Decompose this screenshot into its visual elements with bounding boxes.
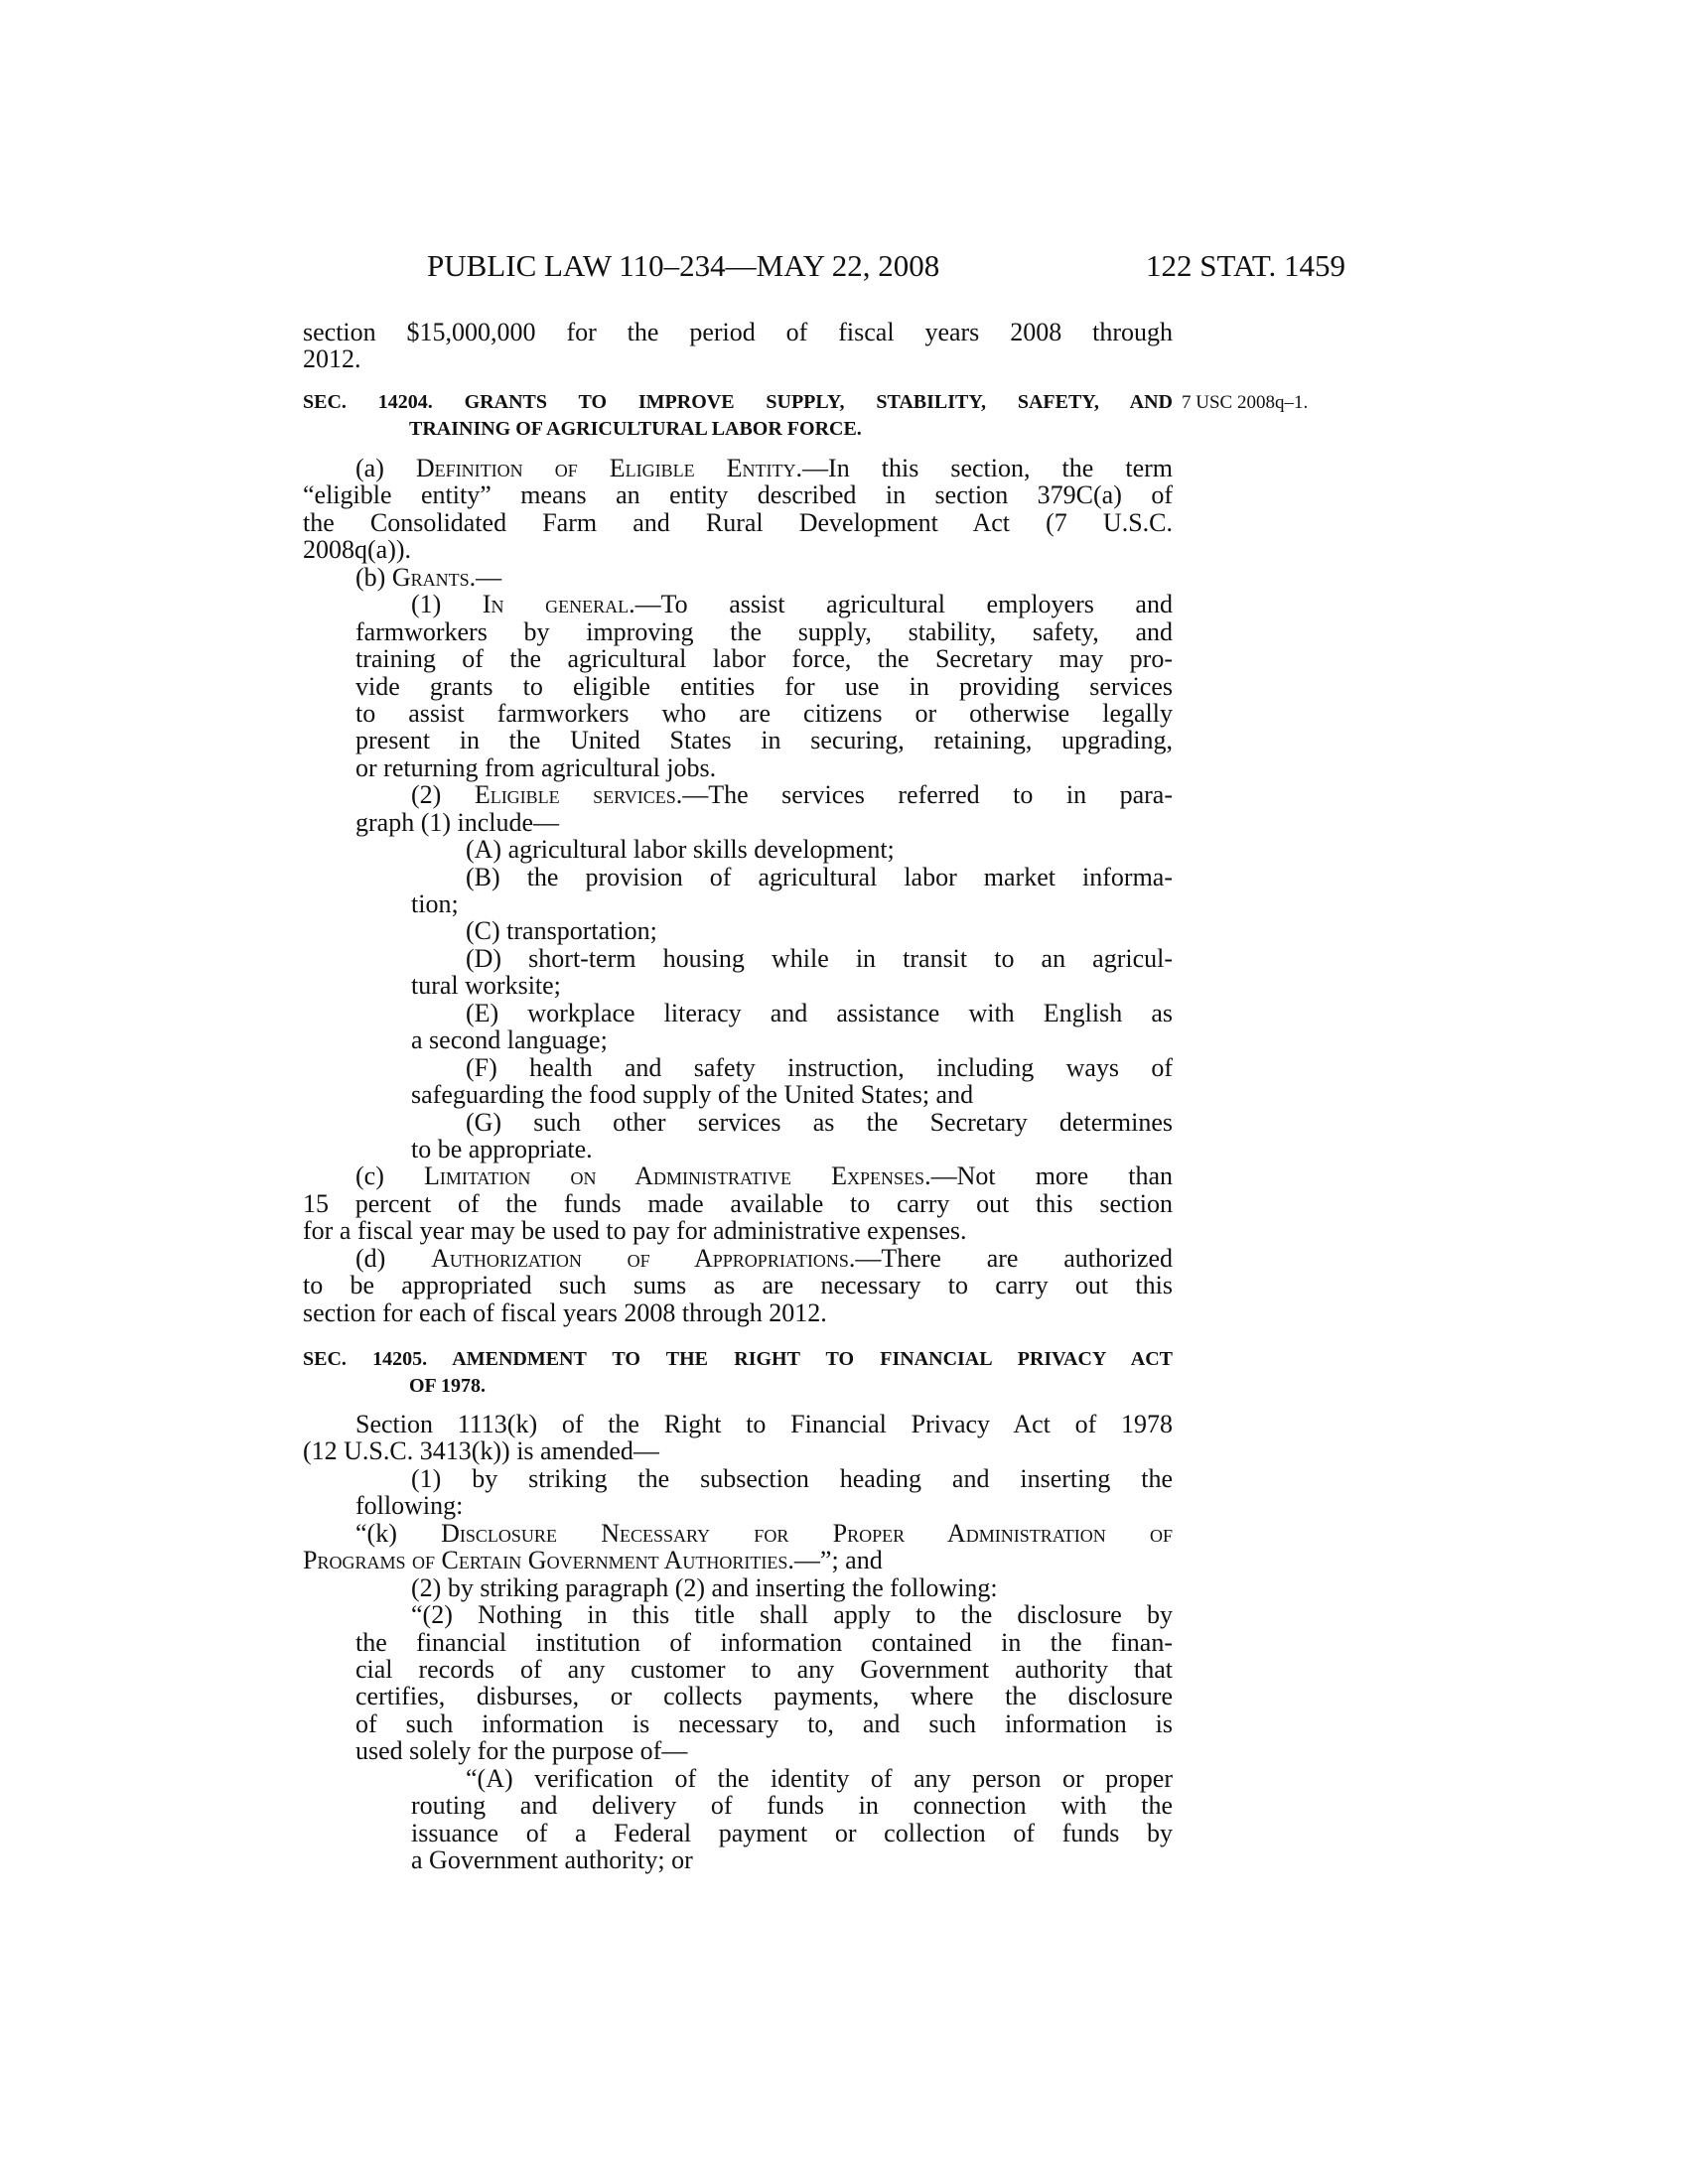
text-run: (1) by striking the subsection heading and inserting the <box>411 1463 1173 1493</box>
text-run: (A) agricultural labor skills development; <box>466 835 895 865</box>
text-line <box>411 1792 1173 1819</box>
text-run: “(2) Nothing in this title shall apply to the disclosure by <box>411 1600 1173 1630</box>
text-run: (G) such other services as the Secretary determines <box>466 1107 1173 1137</box>
margin-note-usc: 7 USC 2008q–1. <box>1182 392 1309 413</box>
text-run: training of the agricultural labor force, the Secretary may pro- <box>355 644 1173 674</box>
text-run: Section 1113(k) of the Right to Financial Privacy Act of 1978 <box>355 1410 1173 1438</box>
small-caps-heading: Definition of Eligible Entity <box>415 454 796 482</box>
text-line <box>411 1574 1173 1601</box>
text-line <box>411 1026 1173 1053</box>
text-run: of such information is necessary to, and such information is <box>355 1708 1173 1738</box>
text-run: (a) <box>355 454 416 482</box>
text-run: .—In this section, the term <box>795 454 1174 482</box>
text-run: .—To assist agricultural employers and <box>629 590 1173 619</box>
text-run: .—”; and <box>787 1546 883 1575</box>
text-line <box>355 727 1173 753</box>
text-run: safeguarding the food supply of the United States; and <box>411 1080 974 1110</box>
text-run: present in the United States in securing, retaining, upgrading, <box>355 726 1173 755</box>
text-run: issuance of a Federal payment or collection of funds by <box>411 1818 1173 1847</box>
small-caps-heading: Eligible services <box>474 780 676 810</box>
text-line <box>355 1492 1173 1519</box>
text-line <box>355 1629 1173 1656</box>
text-line <box>303 319 1173 345</box>
text-line <box>411 1820 1173 1846</box>
text-run: vide grants to eligible entities for use in providing services <box>355 671 1173 701</box>
text-line <box>411 1601 1173 1628</box>
text-line <box>303 1190 1173 1217</box>
text-run: section for each of fiscal years 2008 through 2012. <box>303 1297 827 1327</box>
text-run: (D) short-term housing while in transit to an agricul- <box>466 943 1173 973</box>
text-line <box>303 1272 1173 1298</box>
text-line <box>466 836 1173 863</box>
text-line <box>303 1217 1173 1244</box>
small-caps-heading: Programs of Certain Government Authorities <box>303 1546 788 1575</box>
text-run: .—There are authorized <box>848 1243 1173 1273</box>
text-run: (d) <box>355 1243 432 1273</box>
text-line <box>411 972 1173 999</box>
small-caps-heading: Grants <box>391 562 470 592</box>
text-run: routing and delivery of funds in connection with the <box>411 1791 1173 1821</box>
text-line <box>466 945 1173 972</box>
text-run: used solely for the purpose of— <box>355 1736 688 1766</box>
text-line <box>355 618 1173 645</box>
text-run: a Government authority; or <box>411 1845 693 1874</box>
text-line <box>303 1437 1173 1464</box>
text-line <box>411 1136 1173 1162</box>
text-run: 2012. <box>303 344 361 374</box>
text-run: or returning from agricultural jobs. <box>355 752 717 782</box>
text-line <box>303 1299 1173 1326</box>
text-line <box>411 890 1173 917</box>
text-run: .—The services referred to in para- <box>675 780 1173 810</box>
text-line <box>355 809 1173 836</box>
intro-paragraph <box>0 319 1688 373</box>
text-line <box>355 1520 1173 1547</box>
text-run: (12 U.S.C. 3413(k)) is amended— <box>303 1436 659 1466</box>
section-14205-heading: SEC. 14205. AMENDMENT TO THE RIGHT TO FINANCIAL PRIVACY ACT <box>303 1348 1173 1370</box>
text-line <box>411 1846 1173 1873</box>
text-line <box>303 509 1173 536</box>
text-run: the Consolidated Farm and Rural Development Act (7 U.S.C. <box>303 507 1173 537</box>
small-caps-heading: In general <box>482 590 630 619</box>
text-run: (b) <box>355 562 392 592</box>
text-line <box>411 591 1173 617</box>
text-line <box>411 1465 1173 1492</box>
text-run: (C) transportation; <box>466 916 657 946</box>
text-run: “(k) <box>355 1518 442 1548</box>
text-run: (1) <box>411 590 483 619</box>
text-run: (2) by striking paragraph (2) and inserting the following: <box>411 1572 998 1602</box>
text-run: 15 percent of the funds made available to carry out this section <box>303 1188 1173 1218</box>
text-run: “eligible entity” means an entity described in section 379C(a) of <box>303 480 1173 510</box>
text-run: 2008q(a)). <box>303 535 412 565</box>
text-run: (2) <box>411 780 475 810</box>
text-line <box>355 564 1173 591</box>
text-line <box>355 1162 1173 1189</box>
text-run: graph (1) include— <box>355 807 560 837</box>
text-line <box>355 1737 1173 1764</box>
text-line <box>355 700 1173 727</box>
text-run: cial records of any customer to any Government authority that <box>355 1654 1173 1684</box>
text-run: “(A) verification of the identity of any person or proper <box>466 1763 1173 1793</box>
text-run: following: <box>355 1491 464 1521</box>
text-run: .—Not more than <box>924 1161 1174 1191</box>
text-line <box>355 754 1173 781</box>
text-line <box>303 345 1173 372</box>
text-line <box>303 536 1173 563</box>
text-run: tion; <box>411 889 459 918</box>
text-line <box>466 864 1173 890</box>
text-line <box>355 1656 1173 1683</box>
text-run: farmworkers by improving the supply, stability, safety, and <box>355 616 1173 646</box>
stat-page-number: 122 STAT. 1459 <box>1146 248 1346 283</box>
section-14205-heading-cont: OF 1978. <box>409 1375 487 1397</box>
text-run: .— <box>469 562 502 592</box>
text-run: to assist farmworkers who are citizens or otherwise legally <box>355 698 1173 728</box>
small-caps-heading: Disclosure Necessary for Proper Administration of <box>441 1518 1173 1548</box>
text-run: for a fiscal year may be used to pay for administrative expenses. <box>303 1216 967 1246</box>
text-line <box>466 1109 1173 1136</box>
section-14205-body <box>0 1411 1688 1873</box>
text-run: (E) workplace literacy and assistance with English as <box>466 998 1173 1027</box>
text-line <box>355 1411 1173 1437</box>
text-line <box>411 1081 1173 1108</box>
text-run: (F) health and safety instruction, including ways of <box>466 1052 1173 1082</box>
text-line <box>466 1000 1173 1026</box>
text-line <box>466 1765 1173 1792</box>
text-line <box>355 1683 1173 1709</box>
section-14204-heading: SEC. 14204. GRANTS TO IMPROVE SUPPLY, STABILITY, SAFETY, AND <box>303 391 1173 413</box>
text-line <box>355 673 1173 700</box>
text-line <box>411 781 1173 808</box>
small-caps-heading: Authorization of Appropriations <box>431 1243 849 1273</box>
text-run: section $15,000,000 for the period of fiscal years 2008 through <box>303 318 1173 346</box>
text-run: the financial institution of information contained in the finan- <box>355 1627 1173 1657</box>
text-line <box>466 1054 1173 1081</box>
text-line <box>303 481 1173 508</box>
text-line <box>466 917 1173 944</box>
small-caps-heading: Limitation on Administrative Expenses <box>424 1161 925 1191</box>
text-run: to be appropriate. <box>411 1134 593 1163</box>
text-line <box>355 1710 1173 1737</box>
text-run: certifies, disburses, or collects payments, where the disclosure <box>355 1682 1173 1711</box>
section-14204-heading-cont: TRAINING OF AGRICULTURAL LABOR FORCE. <box>409 418 862 440</box>
running-header-title: PUBLIC LAW 110–234—MAY 22, 2008 <box>427 248 940 283</box>
text-run: to be appropriated such sums as are necessary to carry out this <box>303 1271 1173 1300</box>
text-line <box>303 1547 1173 1573</box>
text-run: (B) the provision of agricultural labor market informa- <box>466 862 1173 891</box>
section-14204-body <box>0 455 1688 1326</box>
text-line <box>355 645 1173 672</box>
text-run: tural worksite; <box>411 971 561 1001</box>
text-run: a second language; <box>411 1025 608 1055</box>
text-line <box>355 455 1173 481</box>
text-run: (c) <box>355 1161 424 1191</box>
text-line <box>355 1245 1173 1272</box>
